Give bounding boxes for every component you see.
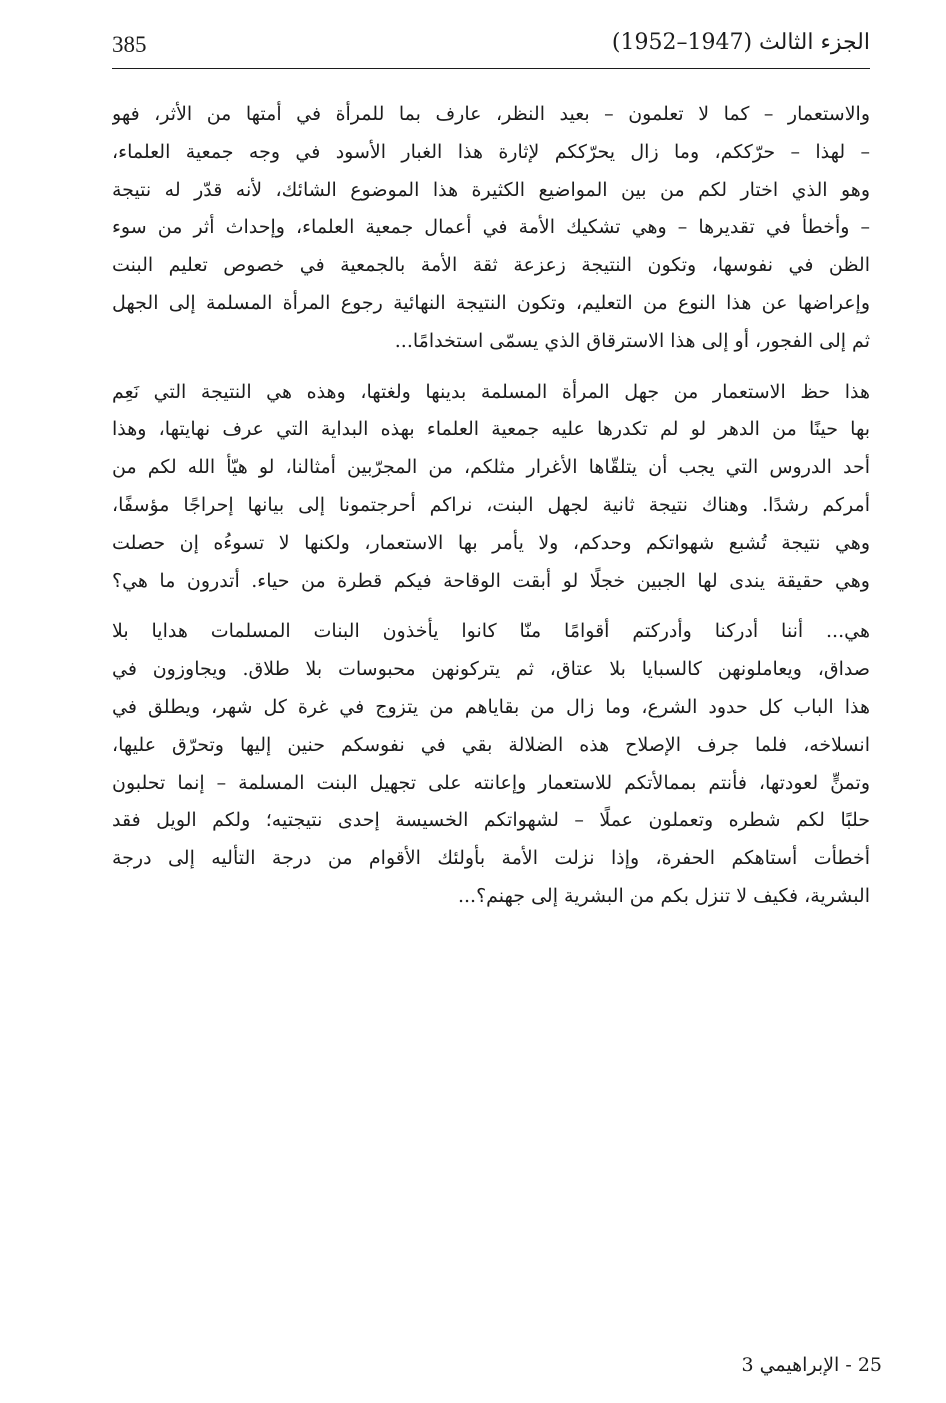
page-number: 385 <box>112 32 147 57</box>
text-line: هذا الباب كل حدود الشرع، وما زال من بقاياهم من يتزوج في غرة كل شهر، ويطلق في <box>112 695 870 718</box>
text-line: أمركم رشدًا. وهناك نتيجة ثانية لجهل البنت، نراكم أحرجتمونا إلى بيانها إحراجًا مؤسفًا، <box>112 493 870 516</box>
text-line: انسلاخه، فلما جرف الإصلاح هذه الضلالة بقي في نفوسكم حنين إليها وتحرّق عليها، <box>112 733 870 756</box>
text-line: حلبًا لكم شطره وتعملون عملًا – لشهواتكم الخسيسة إحدى نتيجتيه؛ ولكم الويل فقد <box>112 809 870 832</box>
text-line: صداق، ويعاملونهن كالسبايا بلا عتاق، ثم يتركونهن محبوسات بلا طلاق. ويجاوزون في <box>112 658 870 681</box>
header-rule <box>112 68 870 69</box>
text-line: الظن في نفوسها، وتكون النتيجة زعزعة ثقة الأمة بالجمعية في خصوص تعليم البنت <box>112 254 870 277</box>
text-line: وهي نتيجة تُشبع شهواتكم وحدكم، ولا يأمر بها الاستعمار، ولكنها لا تسوءُه إن حصلت <box>112 531 870 554</box>
text-line: – لهذا – حرّككم، وما زال يحرّككم لإثارة هذا الغبار الأسود في وجه جمعية العلماء، <box>112 140 870 163</box>
text-line: بها حينًا من الدهر لو لم تكدرها عليه جمعية العلماء بهذه البداية التي عرف نهايتها، وهذا <box>112 418 870 441</box>
text-line: هذا حظ الاستعمار من جهل المرأة المسلمة بدينها ولغتها، وهذه هي النتيجة التي نَعِم <box>112 380 870 403</box>
signature-mark: 25 - الإبراهيمي 3 <box>741 1354 882 1376</box>
text-line: وإعراضها عن هذا النوع من التعليم، وتكون النتيجة النهائية رجوع المرأة المسلمة إلى الجهل <box>112 291 870 314</box>
paragraph-1 <box>112 96 870 361</box>
text-line: وهي حقيقة يندى لها الجبين خجلًا لو أبقت الوقاحة فيكم قطرة من حياء. أتدرون ما هي؟ <box>112 569 870 592</box>
text-line: – وأخطأ في تقديرها – وهي تشكيك الأمة في أعمال جمعية العلماء، وإحداث أثر من سوء <box>112 216 870 239</box>
text-line: وتمنٍّ لعودتها، فأنتم بممالأتكم للاستعمار وإعانته على تجهيل البنت المسلمة – إنما تحلبون <box>112 771 870 794</box>
text-line: وهو الذي اختار لكم من بين المواضيع الكثيرة هذا الموضوع الشائك، لأنه قدّر له نتيجة <box>112 178 870 201</box>
text-line: هي... أننا أدركنا وأدركتم أقوامًا منّا كانوا يأخذون البنات المسلمات هدايا بلا <box>112 620 870 643</box>
running-head: الجزء الثالث (1947–1952) <box>611 30 870 55</box>
body-text <box>112 96 870 916</box>
text-line: أحد الدروس التي يجب أن يتلقّاها الأغرار مثلكم، من المجرّبين أمثالنا، لو هيّأ الله لكم من <box>112 456 870 479</box>
text-line: ثم إلى الفجور، أو إلى هذا الاسترقاق الذي يسمّى استخدامًا... <box>394 329 870 352</box>
paragraph-3 <box>112 613 870 915</box>
paragraph-2 <box>112 374 870 601</box>
text-line: والاستعمار – كما لا تعلمون – بعيد النظر، عارف بما للمرأة في أمتها من الأثر، فهو <box>112 103 870 125</box>
page-footer <box>741 1354 882 1376</box>
text-line: البشرية، فكيف لا تنزل بكم من البشرية إلى جهنم؟... <box>457 884 870 907</box>
text-line: أخطأت أستاهكم الحفرة، وإذا نزلت الأمة بأولئك الأقوام من درجة التأليه إلى درجة <box>112 847 870 870</box>
page-header <box>112 30 870 70</box>
